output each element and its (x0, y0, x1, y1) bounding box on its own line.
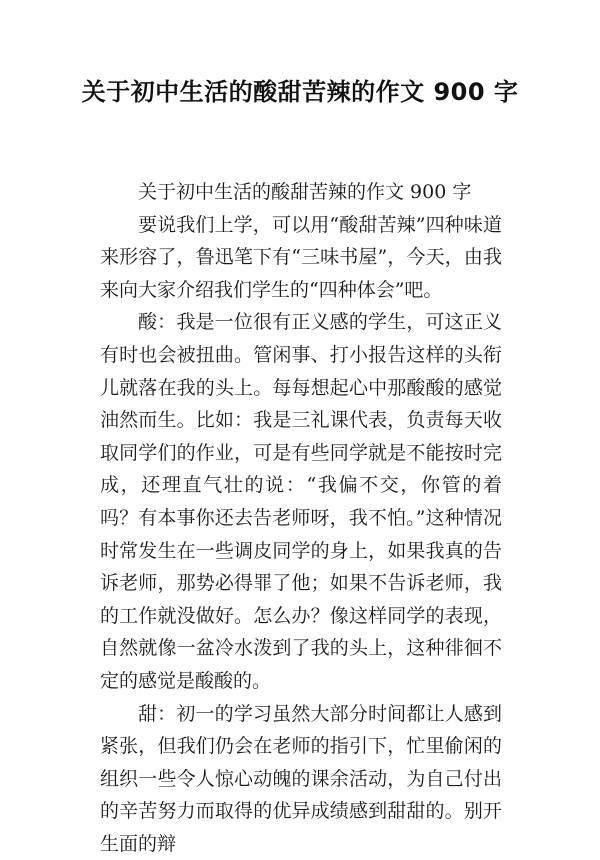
paragraph-intro: 要说我们上学，可以用“酸甜苦辣”四种味道来形容了，鲁迅笔下有“三味书屋”，今天，由我来向大家介绍我们学生的“四种体会”吧。 (100, 209, 502, 307)
paragraph-sweet: 甜：初一的学习虽然大部分时间都让人感到紧张，但我们仍会在老师的指引下，忙里偷闲的组织一些令人惊心动魄的课余活动，为自己付出的辛苦努力而取得的优异成绩感到甜甜的。别开生面的辩 (100, 698, 502, 860)
paragraph-subtitle: 关于初中生活的酸甜苦辣的作文 900 字 (100, 176, 502, 209)
paragraph-sour: 酸：我是一位很有正义感的学生，可这正义有时也会被扭曲。管闲事、打小报告这样的头衔儿就落在我的头上。每每想起心中那酸酸的感觉油然而生。比如：我是三礼课代表，负责每天收取同学们的作业，可是有些同学就是不能按时完成，还理直气壮的说：“我偏不交，你管的着吗？有本事你还去告老师呀，我不怕。”这种情况时常发生在一些调皮同学的身上，如果我真的告诉老师，那势必得罪了他；如果不告诉老师，我的工作就没做好。怎么办？像这样同学的表现，自然就像一盆冷水泼到了我的头上，这种徘徊不定的感觉是酸酸的。 (100, 306, 502, 697)
document-title: 关于初中生活的酸甜苦辣的作文 900 字 (60, 76, 540, 109)
document-body (100, 176, 502, 860)
